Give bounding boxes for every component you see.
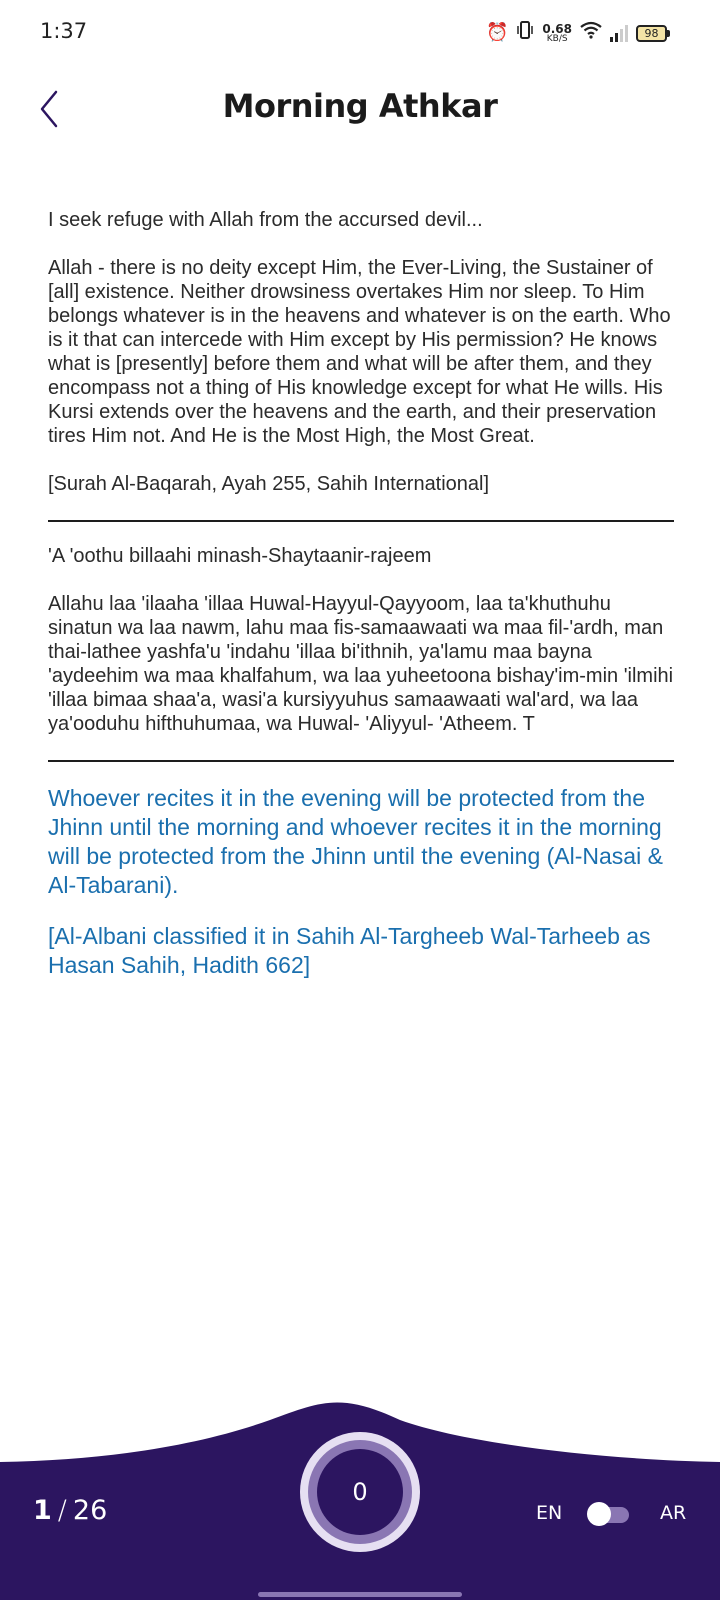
header [0,70,720,150]
wifi-icon [580,21,602,45]
divider [48,520,674,522]
transliteration-section [48,544,674,736]
divider [48,760,674,762]
net-speed [542,23,572,44]
language-toggle[interactable] [587,1502,631,1526]
status-bar [0,0,720,64]
athkar-content [48,208,674,980]
page-indicator [33,1495,107,1526]
toggle-knob [587,1502,611,1526]
benefit-text: Whoever recites it in the evening will be protected from the Jhinn until the morning and whoever recites it in the morning will be protected from the Jhinn until the evening (Al-Nasai & Al-Tabarani). [48,785,663,898]
vibrate-icon [516,20,534,46]
alarm-icon: ⏰ [485,22,509,43]
battery-icon [636,25,670,42]
total-pages: 26 [72,1495,108,1526]
translation-body: Allah - there is no deity except Him, the Ever-Living, the Sustainer of [all] existence. Neither drowsiness overtakes Him nor sleep. To Him belongs whatever is in the heavens and whatever is on the earth. Who is it that can intercede with Him except by His permission? He knows what is [presently] before them and what will be after them, and they encompass not a thing of His knowledge except for what He wills. His Kursi extends over the heavens and the earth, and their preservation tires Him not. And He is the Most High, the Most Great. [48,257,671,447]
net-speed-value: 0.68 [542,21,572,36]
lang-ar-label[interactable]: AR [660,1502,687,1524]
status-icons [486,20,670,46]
transliteration-intro: 'A 'oothu billaahi minash-Shaytaanir-rajeem [48,545,432,567]
transliteration-body: Allahu laa 'ilaaha 'illaa Huwal-Hayyul-Qayyoom, laa ta'khuthuhu sinatun wa laa nawm, lahu maa fis-samaawaati wa maa fil-'ardh, man thai-lathee yashfa'u 'indahu 'illaa bi'ithnih, ya'lamu maa bayna 'aydeehim wa maa khalfahum, wa laa yuheetoona bishay'im-min 'ilmihi 'illaa bimaa shaa'a, wasi'a kursiyyuhus samaawaati wal'ard, wa laa ya'ooduhu hifthuhumaa, wa Huwal- 'Aliyyul- 'Atheem. T [48,593,674,735]
page-title: Morning Athkar [222,87,498,125]
bottom-bar [0,1400,720,1600]
page-separator: / [57,1495,67,1526]
current-page: 1 [33,1495,52,1526]
benefit-section [48,784,674,980]
home-indicator[interactable] [258,1592,462,1597]
net-speed-unit: KB/S [546,33,568,44]
signal-icon [610,24,628,42]
translation-reference: [Surah Al-Baqarah, Ayah 255, Sahih International] [48,473,490,495]
translation-intro: I seek refuge with Allah from the accursed devil... [48,209,483,231]
status-time: 1:37 [40,19,88,43]
counter-value: 0 [317,1449,403,1535]
battery-level: 98 [636,25,667,42]
lang-en-label[interactable]: EN [536,1502,563,1524]
benefit-grading: [Al-Albani classified it in Sahih Al-Targheeb Wal-Tarheeb as Hasan Sahih, Hadith 662] [48,923,651,978]
counter-button[interactable] [300,1432,420,1552]
translation-section [48,208,674,496]
